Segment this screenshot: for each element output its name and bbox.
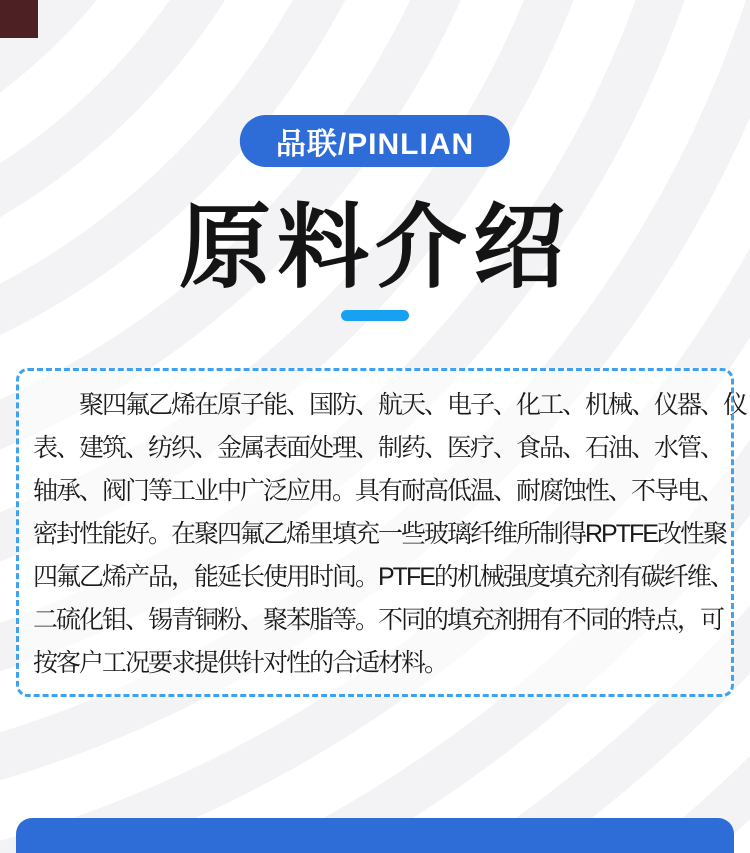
- intro-line: 表、建筑、纺织、金属表面处理、制药、医疗、食品、石油、水管、: [33, 434, 724, 462]
- intro-line: 按客户工况要求提供针对性的合适材料。: [33, 649, 448, 677]
- intro-line: 轴承、阀门等工业中广泛应用。具有耐高低温、耐腐蚀性、不导电、: [33, 477, 724, 505]
- section-divider-bar: [16, 818, 734, 853]
- brand-badge: [240, 115, 510, 167]
- intro-line: 聚四氟乙烯在原子能、国防、航天、电子、化工、机械、仪器、仪: [79, 391, 747, 419]
- title-underline-bar: [341, 310, 409, 321]
- intro-paragraph: [33, 384, 747, 685]
- brand-badge-label: 品联/PINLIAN: [275, 128, 475, 161]
- corner-accent-square: [0, 0, 38, 38]
- page-title: 原料介绍: [178, 197, 571, 299]
- intro-line: 二硫化钼、锡青铜粉、聚苯脂等。不同的填充剂拥有不同的特点，可: [33, 606, 724, 634]
- intro-line: 密封性能好。在聚四氟乙烯里填充一些玻璃纤维所制得RPTFE改性聚: [33, 520, 726, 548]
- intro-card: [16, 368, 747, 697]
- intro-line: 四氟乙烯产品，能延长使用时间。PTFE的机械强度填充剂有碳纤维、: [33, 563, 733, 591]
